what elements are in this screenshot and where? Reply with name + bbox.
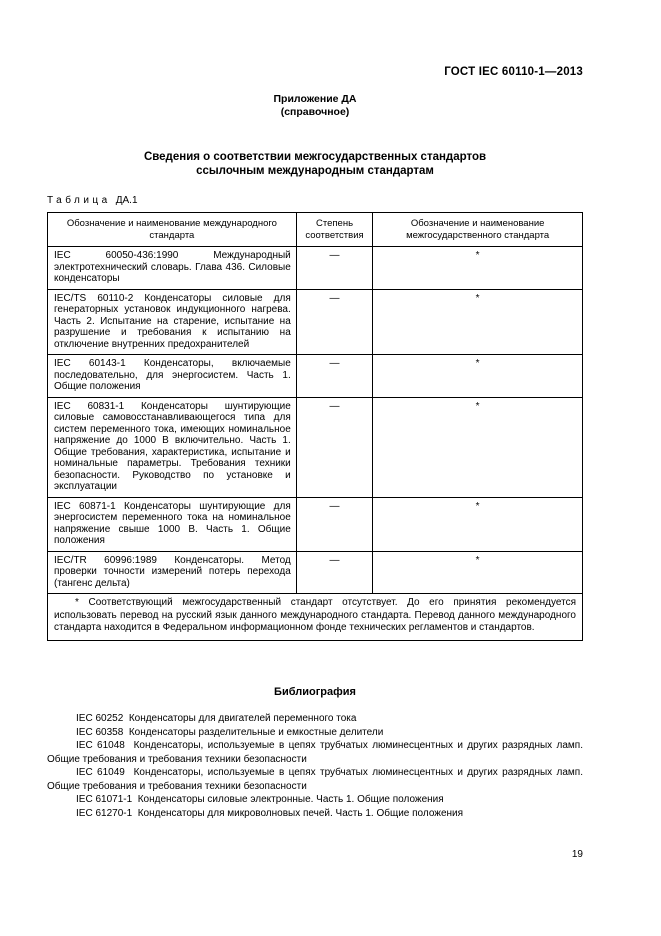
column-header-international: Обозначение и наименование международного стандарта	[48, 213, 297, 247]
bibliography-entry: IEC 60358 Конденсаторы разделительные и емкостные делители	[76, 726, 384, 738]
bibliography-title: Библиография	[274, 686, 356, 698]
cell-standard: IEC 60143-1 Конденсаторы, включаемые последовательно, для энергосистем. Часть 1. Общие положения	[48, 355, 297, 398]
annex-subtitle: (справочное)	[280, 106, 350, 118]
table-row	[48, 551, 583, 594]
cell-standard: IEC/TR 60996:1989 Конденсаторы. Метод проверки точности измерений потерь перехода (тангенс дельта)	[48, 551, 297, 594]
bibliography-entry: IEC 61071-1 Конденсаторы силовые электронные. Часть 1. Общие положения	[76, 794, 444, 805]
table-header-row	[48, 213, 583, 247]
bibliography-entry: IEC 61048 Конденсаторы, используемые в цепях трубчатых люминесцентных и других разрядных ламп. Общие требования и требования техники безопасности	[47, 740, 583, 765]
cell-degree: —	[296, 355, 373, 398]
cell-interstate: *	[373, 497, 583, 551]
cell-interstate: *	[373, 551, 583, 594]
table-row	[48, 289, 583, 355]
cell-interstate: *	[373, 289, 583, 355]
bibliography-entry: IEC 61270-1 Конденсаторы для микроволновых печей. Часть 1. Общие положения	[76, 807, 464, 819]
table-footnote: * Соответствующий межгосударственный стандарт отсутствует. До его принятия рекомендуется использовать перевод на русский язык данного международного стандарта. Перевод данного международного стандарта находится в Федеральном информационном фонде технических регламентов и стандартов.	[48, 594, 583, 641]
bibliography-entry: IEC 61049 Конденсаторы, используемые в цепях трубчатых люминесцентных и других разрядных ламп. Общие требования и требования техники безопасности	[47, 767, 583, 792]
table-label	[47, 195, 138, 206]
document-code: ГОСТ IEC 60110-1—2013	[444, 66, 583, 78]
cell-interstate: *	[373, 397, 583, 497]
bibliography-section	[47, 686, 583, 820]
cell-standard: IEC 60871-1 Конденсаторы шунтирующие для энергосистем переменного тока на номинальное напряжение свыше 1000 В. Часть 1. Общие положения	[48, 497, 297, 551]
page-content	[47, 0, 583, 936]
cell-degree: —	[296, 551, 373, 594]
cell-interstate: *	[373, 355, 583, 398]
column-header-interstate: Обозначение и наименование межгосударственного стандарта	[373, 213, 583, 247]
cell-interstate: *	[373, 247, 583, 290]
cell-degree: —	[296, 497, 373, 551]
cell-degree: —	[296, 247, 373, 290]
table-label-number: ДА.1	[115, 195, 138, 206]
bibliography-list	[47, 712, 583, 820]
section-title-line1: Сведения о соответствии межгосударственных стандартов	[143, 151, 487, 163]
annex-title: Приложение ДА	[273, 93, 357, 105]
correspondence-table	[47, 212, 583, 641]
table-row	[48, 355, 583, 398]
table-row	[48, 497, 583, 551]
section-title	[47, 150, 583, 178]
table-label-word: Таблица	[47, 195, 111, 206]
bibliography-entry: IEC 60252 Конденсаторы для двигателей переменного тока	[76, 713, 357, 724]
table-row	[48, 247, 583, 290]
page-number: 19	[571, 849, 583, 860]
cell-degree: —	[296, 289, 373, 355]
table-footnote-row	[48, 594, 583, 641]
cell-degree: —	[296, 397, 373, 497]
table-row	[48, 397, 583, 497]
cell-standard: IEC 60831-1 Конденсаторы шунтирующие силовые самовосстанавливающегося типа для систем переменного тока, имеющих номинальное напряжение до 1000 В включительно. Часть 1. Общие требования, характеристика, испытание и номинальные параметры. Требования техники безопасности. Руководство по установке и эксплуатации	[48, 397, 297, 497]
cell-standard: IEC 60050-436:1990 Международный электротехнический словарь. Глава 436. Силовые конденсаторы	[48, 247, 297, 290]
cell-standard: IEC/TS 60110-2 Конденсаторы силовые для генераторных установок индукционного нагрева. Часть 2. Испытание на старение, испытание на разрушение и требования к испытанию на отключение внутренних предохранителей	[48, 289, 297, 355]
annex-heading	[47, 93, 583, 119]
column-header-degree: Степень соответствия	[296, 213, 373, 247]
section-title-line2: ссылочным международным стандартам	[196, 165, 434, 177]
